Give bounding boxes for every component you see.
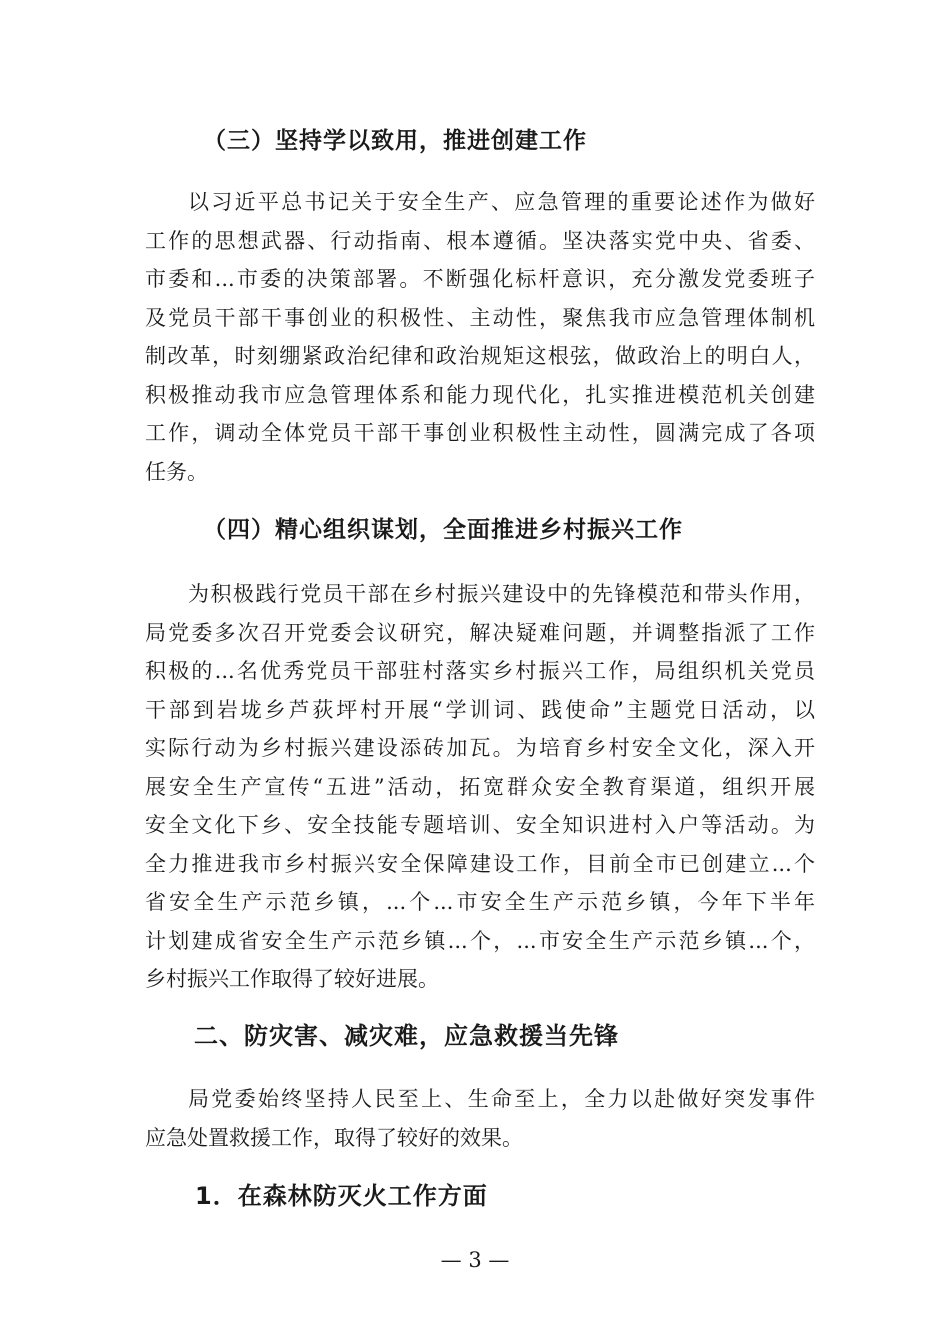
paragraph-line: 局党委始终坚持人民至上、生命至上，全力以赴做好突发事件 bbox=[188, 1087, 815, 1111]
paragraph-line: 乡村振兴工作取得了较好进展。 bbox=[145, 967, 439, 991]
paragraph-line: 计划建成省安全生产示范乡镇...个，...市安全生产示范乡镇...个， bbox=[145, 928, 815, 953]
paragraph-line: 以习近平总书记关于安全生产、应急管理的重要论述作为做好 bbox=[188, 190, 815, 214]
paragraph-line: 局党委多次召开党委会议研究，解决疑难问题，并调整指派了工作 bbox=[145, 620, 815, 645]
page-number: — 3 — bbox=[440, 1248, 510, 1272]
section-4-paragraph bbox=[145, 575, 815, 999]
paragraph-line: 干部到岩垅乡芦荻坪村开展“学训词、践使命”主题党日活动，以 bbox=[145, 697, 815, 722]
paragraph-line: 全力推进我市乡村振兴安全保障建设工作，目前全市已创建立...个 bbox=[145, 851, 815, 876]
paragraph-line: 及党员干部干事创业的积极性、主动性，聚焦我市应急管理体制机 bbox=[145, 305, 815, 330]
section-heading-4: （四）精心组织谋划，全面推进乡村振兴工作 bbox=[203, 517, 683, 543]
paragraph-line: 实际行动为乡村振兴建设添砖加瓦。为培育乡村安全文化，深入开 bbox=[145, 736, 815, 760]
part-heading-2: 二、防灾害、减灾难，应急救援当先锋 bbox=[194, 1022, 619, 1050]
part-2-paragraph bbox=[145, 1080, 815, 1157]
paragraph-line: 积极的...名优秀党员干部驻村落实乡村振兴工作，局组织机关党员 bbox=[145, 659, 815, 683]
paragraph-line: 为积极践行党员干部在乡村振兴建设中的先锋模范和带头作用， bbox=[188, 582, 815, 606]
paragraph-line: 省安全生产示范乡镇，...个...市安全生产示范乡镇，今年下半年 bbox=[145, 890, 815, 914]
paragraph-line: 制改革，时刻绷紧政治纪律和政治规矩这根弦，做政治上的明白人， bbox=[145, 344, 815, 368]
sub-heading-1: 1．在森林防灭火工作方面 bbox=[195, 1182, 488, 1210]
paragraph-line: 工作，调动全体党员干部干事创业积极性主动性，圆满完成了各项 bbox=[145, 421, 815, 445]
paragraph-line: 市委和...市委的决策部署。不断强化标杆意识，充分激发党委班子 bbox=[145, 267, 815, 291]
section-3-paragraph bbox=[145, 183, 815, 491]
paragraph-line: 工作的思想武器、行动指南、根本遵循。坚决落实党中央、省委、 bbox=[145, 228, 815, 253]
paragraph-line: 展安全生产宣传“五进”活动，拓宽群众安全教育渠道，组织开展 bbox=[145, 774, 815, 799]
paragraph-line: 安全文化下乡、安全技能专题培训、安全知识进村入户等活动。为 bbox=[145, 813, 815, 837]
paragraph-line: 积极推动我市应急管理体系和能力现代化，扎实推进模范机关创建 bbox=[145, 382, 815, 407]
paragraph-line: 任务。 bbox=[145, 459, 208, 484]
section-heading-3: （三）坚持学以致用，推进创建工作 bbox=[203, 128, 587, 154]
paragraph-line: 应急处置救援工作，取得了较好的效果。 bbox=[145, 1125, 523, 1150]
